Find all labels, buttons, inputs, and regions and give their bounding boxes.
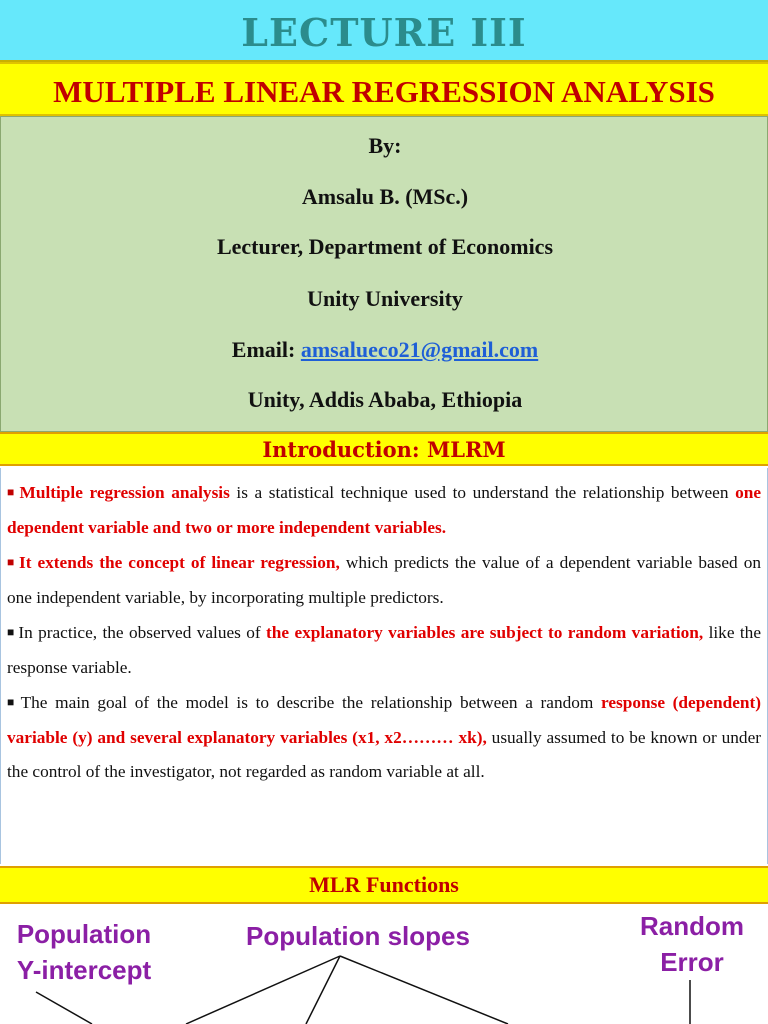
mlr-functions-diagram (0, 904, 768, 1024)
author-university: Unity University (307, 286, 463, 311)
lecture-title: LECTURE III (241, 10, 527, 55)
bullet-item: ■ It extends the concept of linear regression, which predicts the value of a dependent variable based on one independent variable, by incorporating multiple predictors. (7, 553, 761, 607)
diagram-arrows (0, 904, 768, 1024)
slopes-label: Population slopes (246, 921, 470, 951)
title-banner (0, 0, 768, 62)
bullet-item: ■ In practice, the observed values of the explanatory variables are subject to random variation, like the response variable. (7, 623, 761, 677)
bullet-square-icon: ■ (7, 625, 16, 639)
author-name: Amsalu B. (MSc.) (301, 184, 469, 209)
author-panel (0, 116, 768, 432)
bullet-item: ■ The main goal of the model is to describe the relationship between a random response (dependent) variable (y) and several explanatory variables (x1, x2……… xk), usually assumed to be known or under the control of the investigator, not regarded as random variable at all. (7, 693, 762, 781)
author-email-line (1, 337, 768, 363)
error-label: Random Error (640, 911, 744, 977)
arrow-intercept (36, 992, 92, 1024)
email-link[interactable]: amsalueco21@gmail.com (300, 337, 539, 362)
arrow-slope-2 (306, 956, 340, 1024)
functions-heading-banner (0, 866, 768, 904)
author-location: Unity, Addis Ababa, Ethiopia (247, 387, 523, 412)
subtitle-banner (0, 62, 768, 116)
intercept-label: Population Y-intercept (16, 919, 152, 985)
bullet-square-icon: ■ (7, 485, 17, 499)
arrow-slope-1 (186, 956, 340, 1024)
bullet-square-icon: ■ (7, 555, 16, 569)
email-label: Email: (231, 337, 296, 362)
author-position: Lecturer, Department of Economics (216, 234, 554, 259)
functions-heading: MLR Functions (309, 872, 459, 897)
intro-heading: Introduction: MLRM (262, 437, 506, 462)
bullet-square-icon: ■ (7, 695, 18, 709)
by-label: By: (368, 133, 402, 158)
intro-body (0, 468, 768, 864)
intro-heading-banner (0, 432, 768, 466)
arrow-slope-3 (340, 956, 508, 1024)
bullet-item: ■ Multiple regression analysis is a statistical technique used to understand the relationship between one dependent variable and two or more independent variables. (7, 483, 761, 537)
lecture-subtitle: MULTIPLE LINEAR REGRESSION ANALYSIS (53, 74, 715, 109)
